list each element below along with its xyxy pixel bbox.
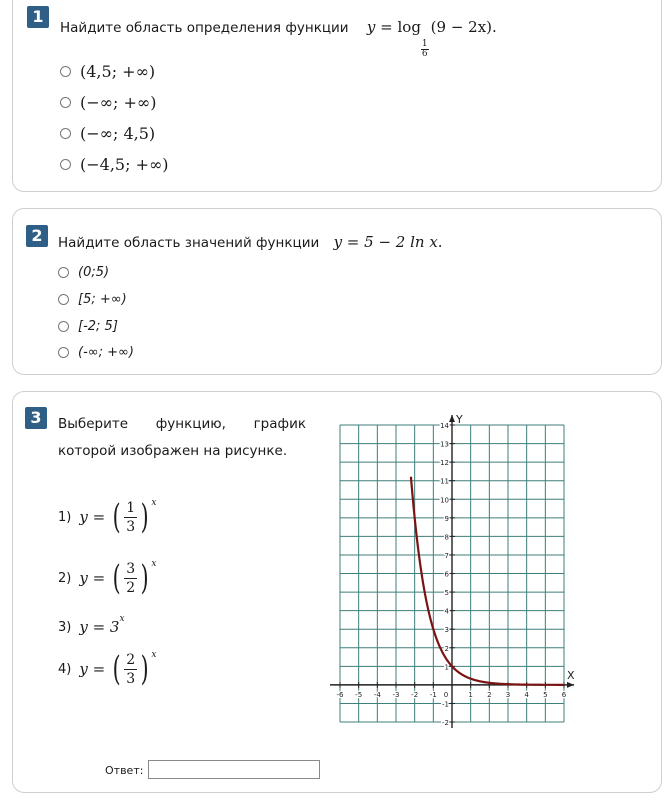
x-tick-label: 5 — [543, 690, 548, 699]
y-tick-label: 6 — [444, 570, 449, 579]
radio-button[interactable] — [60, 128, 71, 139]
question-number-badge: 2 — [26, 225, 48, 247]
option-label: (−∞; 4,5) — [80, 124, 156, 143]
option-label: (-∞; +∞) — [78, 345, 134, 360]
x-tick-label: 3 — [505, 690, 511, 699]
y-tick-label: 11 — [440, 477, 449, 486]
answer-option[interactable] — [58, 265, 109, 280]
option-label: (−4,5; +∞) — [80, 155, 169, 174]
answer-option[interactable] — [58, 292, 127, 307]
y-tick-label: 1 — [444, 663, 449, 672]
question-number-badge: 1 — [27, 6, 49, 28]
answer-option[interactable] — [58, 345, 134, 360]
y-tick-label: 10 — [440, 496, 449, 505]
answer-label: Ответ: — [105, 764, 144, 777]
x-tick-label: -3 — [392, 690, 400, 699]
radio-button[interactable] — [58, 294, 69, 305]
question-card-1 — [12, 0, 662, 192]
x-axis-label: X — [567, 668, 575, 682]
question-formula: y = 5 − 2 ln x — [333, 233, 438, 251]
option-label: [-2; 5] — [78, 319, 118, 334]
option-label: (−∞; +∞) — [80, 93, 157, 112]
y-axis-label: Y — [456, 413, 463, 426]
option-label: (0;5) — [78, 265, 110, 280]
y-tick-label: -2 — [442, 719, 449, 727]
function-choice-1[interactable]: 1) y = ( $\frac{1}{3}$ ) $^x$ — [58, 497, 157, 537]
question-number-badge: 3 — [25, 407, 47, 429]
answer-option[interactable] — [60, 124, 155, 143]
x-tick-label: 1 — [468, 690, 473, 699]
y-tick-label: -1 — [442, 700, 449, 709]
question-formula: y = log $\frac{1}{6}$ (9 − 2x). — [366, 18, 497, 59]
y-tick-label: 8 — [444, 533, 449, 542]
y-tick-label: 13 — [440, 440, 449, 449]
x-tick-label: -1 — [429, 690, 437, 699]
radio-button[interactable] — [58, 321, 69, 332]
radio-button[interactable] — [60, 97, 71, 108]
x-tick-label: -6 — [336, 690, 344, 699]
radio-button[interactable] — [58, 347, 69, 358]
y-tick-label: 5 — [444, 589, 449, 598]
question-text-line-2: которой изображен на рисунке. — [58, 443, 288, 459]
radio-button[interactable] — [60, 66, 71, 77]
function-choice-3[interactable]: 3) y = 3 $^x$ — [58, 614, 125, 636]
x-tick-label: -5 — [355, 690, 363, 699]
option-label: [5; +∞) — [78, 292, 127, 307]
x-tick-label: -4 — [373, 690, 381, 699]
x-tick-label: 0 — [443, 690, 449, 699]
x-tick-label: 6 — [561, 690, 567, 699]
function-choice-4[interactable]: 4) y = ( $\frac{2}{3}$ ) $^x$ — [58, 649, 157, 689]
x-tick-label: 2 — [487, 690, 492, 699]
question-card-2 — [12, 208, 662, 375]
option-label: (4,5; +∞) — [80, 62, 156, 81]
radio-button[interactable] — [60, 159, 71, 170]
question-text: Найдите область значений функции y = 5 − 2 ln x. — [58, 233, 443, 251]
radio-button[interactable] — [58, 267, 69, 278]
y-tick-label: 9 — [444, 514, 449, 523]
y-tick-label: 4 — [444, 607, 449, 616]
answer-option[interactable] — [58, 319, 118, 334]
y-tick-label: 3 — [444, 626, 449, 635]
question-text-line-1: Выберите функцию, график — [58, 416, 306, 432]
answer-option[interactable] — [60, 62, 155, 81]
answer-option[interactable] — [60, 93, 156, 112]
answer-option[interactable] — [60, 155, 169, 174]
question-prompt: Найдите область определения функции — [60, 20, 349, 36]
function-choice-2[interactable]: 2) y = ( $\frac{3}{2}$ ) $^x$ — [58, 558, 157, 598]
x-tick-label: 4 — [524, 690, 529, 699]
x-tick-label: -2 — [411, 690, 419, 699]
question-text — [60, 18, 497, 59]
question-prompt: Найдите область значений функции — [58, 235, 320, 251]
y-tick-label: 2 — [444, 644, 449, 653]
y-tick-label: 7 — [444, 551, 449, 560]
answer-input[interactable] — [148, 760, 320, 779]
y-tick-label: 14 — [440, 422, 449, 430]
y-tick-label: 12 — [440, 459, 449, 468]
